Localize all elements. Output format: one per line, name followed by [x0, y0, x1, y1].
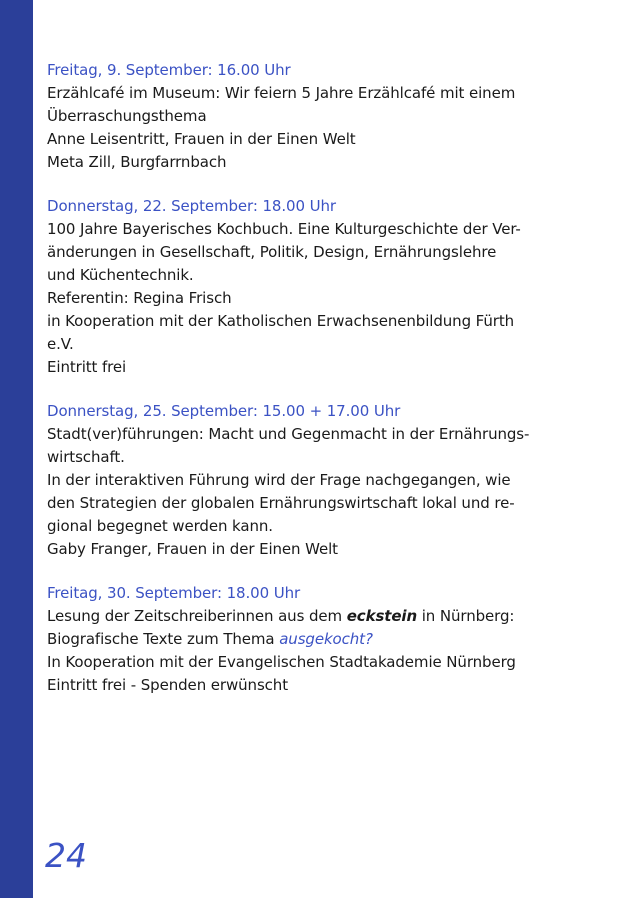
event-date: Donnerstag, 22. September: 18.00 Uhr: [47, 197, 336, 215]
event-text-fragment: in Nürnberg:: [417, 607, 515, 625]
event-text-fragment: Lesung der Zeitschreiberinnen aus dem: [47, 607, 347, 625]
event-text-line: Erzählcafé im Museum: Wir feiern 5 Jahre Erzählcafé mit einem: [47, 84, 516, 102]
event-text-line: Eintritt frei - Spenden erwünscht: [47, 676, 288, 694]
event-entry: [47, 400, 607, 561]
left-color-bar: [0, 0, 33, 898]
event-date: Freitag, 30. September: 18.00 Uhr: [47, 584, 301, 602]
event-entry: [47, 59, 607, 174]
event-text-line: Anne Leisentritt, Frauen in der Einen Welt: [47, 130, 356, 148]
page-number: 24: [45, 836, 87, 875]
event-text-line: Gaby Franger, Frauen in der Einen Welt: [47, 540, 338, 558]
event-text-line: wirtschaft.: [47, 448, 125, 466]
event-text-line: [47, 628, 607, 651]
event-text-line: in Kooperation mit der Katholischen Erwachsenenbildung Fürth: [47, 312, 515, 330]
event-text-line: Meta Zill, Burgfarrnbach: [47, 153, 227, 171]
event-entry: [47, 582, 607, 697]
event-entry: [47, 195, 607, 379]
event-text-line: änderungen in Gesellschaft, Politik, Design, Ernährungslehre: [47, 243, 497, 261]
event-list: [47, 59, 607, 718]
event-text-line: den Strategien der globalen Ernährungswirtschaft lokal und re-: [47, 494, 515, 512]
event-text-line: In Kooperation mit der Evangelischen Stadtakademie Nürnberg: [47, 653, 516, 671]
event-date: Freitag, 9. September: 16.00 Uhr: [47, 61, 291, 79]
event-text-line: 100 Jahre Bayerisches Kochbuch. Eine Kulturgeschichte der Ver-: [47, 220, 521, 238]
event-text-line: Referentin: Regina Frisch: [47, 289, 232, 307]
event-text-line: e.V.: [47, 335, 74, 353]
event-text-line: Überraschungsthema: [47, 107, 207, 125]
event-text-line: Eintritt frei: [47, 358, 127, 376]
event-text-line: und Küchentechnik.: [47, 266, 194, 284]
event-text-line: Stadt(ver)führungen: Macht und Gegenmacht in der Ernährungs-: [47, 425, 530, 443]
event-text-line: In der interaktiven Führung wird der Frage nachgegangen, wie: [47, 471, 511, 489]
event-text-line: gional begegnet werden kann.: [47, 517, 273, 535]
event-date: Donnerstag, 25. September: 15.00 + 17.00 Uhr: [47, 402, 401, 420]
theme-title: ausgekocht?: [279, 630, 373, 648]
event-text-line: [47, 605, 607, 628]
magazine-title: eckstein: [346, 607, 418, 625]
event-text-fragment: Biografische Texte zum Thema: [47, 630, 280, 648]
